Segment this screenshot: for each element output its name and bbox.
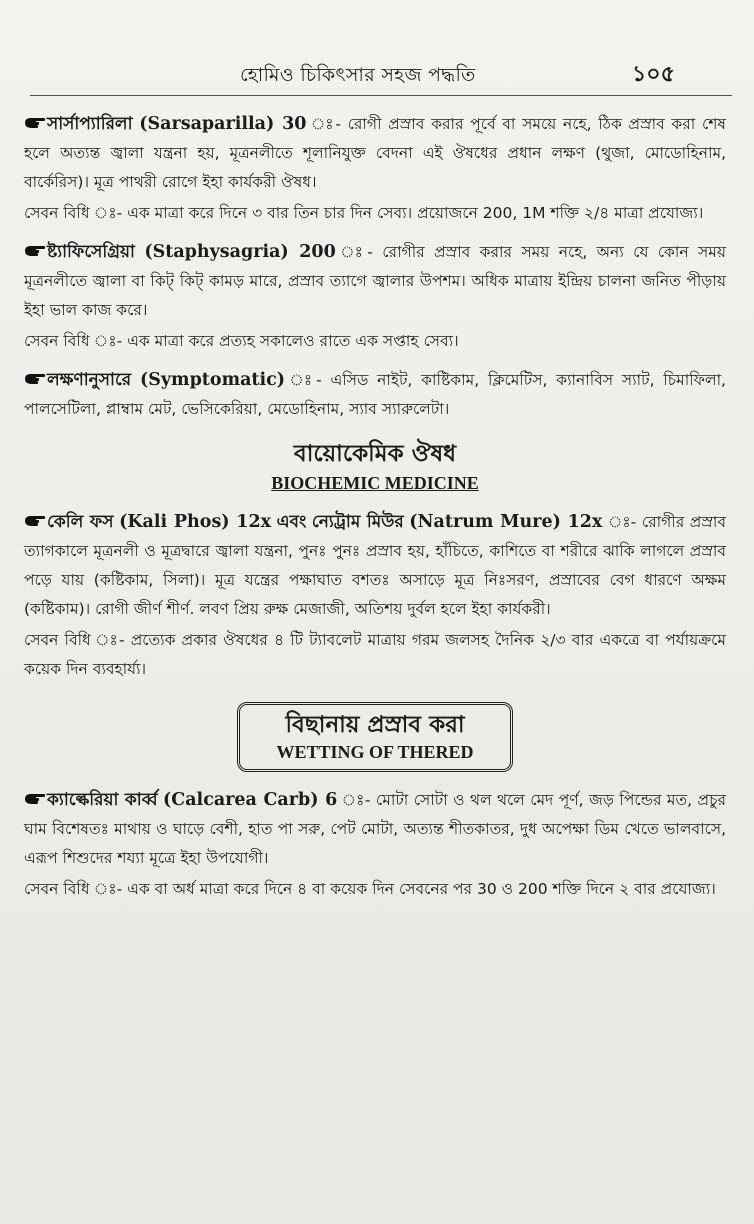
- pointing-hand-icon: [24, 371, 46, 387]
- pointing-hand-icon: [24, 513, 46, 529]
- section-title-en: BIOCHEMIC MEDICINE: [271, 473, 479, 493]
- remedy-name-bn: কেলি ফস: [47, 512, 114, 532]
- page-header: [0, 55, 754, 95]
- pointing-hand-icon: [24, 791, 46, 807]
- dosage-text: সেবন বিধি ঃ- এক বা অর্ধ মাত্রা করে দিনে ৪ বা কয়েক দিন সেবনের পর 30 ও 200 শক্তি দিনে ২ বার প্রযোজ্য।: [24, 880, 716, 898]
- pointing-hand-icon: [24, 115, 46, 131]
- section-title-en: WETTING OF THERED: [276, 742, 474, 762]
- remedy-description: [24, 238, 726, 325]
- remedy-name-bn: লক্ষণানুসারে: [47, 370, 132, 390]
- remedy-name-latin: (Staphysagria) 200: [144, 242, 336, 262]
- section-title-bn: বায়োকেমিক ঔষধ: [293, 441, 457, 467]
- page-body: [24, 110, 726, 914]
- remedy-name-latin: (Kali Phos) 12x: [119, 512, 272, 532]
- section-heading-bed-wetting: [237, 702, 513, 772]
- remedy-body-text: ঃ- মোটা সোটা ও থল থলে মেদ পূর্ণ, জড় পিন্ডের মত, প্রচুর ঘাম বিশেষতঃ মাথায় ও ঘাড়ে বেশী, হাত পা সরু, পেট মোটা, অত্যন্ত শীতকাতর, দুধ অপেক্ষা ডিম খেতে ভালবাসে, এরূপ শিশুদের শয্যা মূত্রে ইহা উপযোগী।: [24, 791, 726, 867]
- remedy-entry-staphysagria: [24, 238, 726, 356]
- remedy-description: [24, 508, 726, 624]
- remedy-name-bn: ক্যাল্কেরিয়া কার্ব্ব: [47, 790, 158, 810]
- remedy-entry-calcarea-carb: [24, 786, 726, 904]
- remedy-entry-kali-phos-natrum-mure: [24, 508, 726, 684]
- dosage-text: সেবন বিধি ঃ- প্রত্যেক প্রকার ঔষধের ৪ টি ট্যাবলেট মাত্রায় গরম জলসহ দৈনিক ২/৩ বার একত্রে বা পর্যায়ক্রমে কয়েক দিন ব্যবহার্য্য।: [24, 631, 726, 678]
- remedy-name-latin-2: (Natrum Mure) 12x: [409, 512, 603, 532]
- remedy-name-latin: (Symptomatic): [139, 370, 286, 390]
- remedy-name-latin: (Calcarea Carb) 6: [163, 790, 338, 810]
- remedy-entry-sarsaparilla: [24, 110, 726, 228]
- remedy-description: [24, 786, 726, 873]
- pointing-hand-icon: [24, 243, 46, 259]
- dosage-text: সেবন বিধি ঃ- এক মাত্রা করে প্রত্যহ সকালেও রাতে এক সপ্তাহ সেব্য।: [24, 332, 459, 350]
- remedy-entry-symptomatic: [24, 366, 726, 424]
- header-divider: [30, 95, 732, 96]
- remedy-description: [24, 110, 726, 197]
- remedy-name-bn-2: ন্যেট্রাম মিউর: [311, 512, 404, 532]
- remedy-body-text: ঃ- রোগীর প্রস্রাব ত্যাগকালে মূত্রনলী ও মূত্রদ্বারে জ্বালা যন্ত্রনা, পুনঃ পুনঃ প্রস্রাব হয়, হাঁচিতে, কাশিতে বা শরীরে ঝাকি লাগলে প্রস্রাব পড়ে যায় (কষ্টিকাম, সিলা)। মূত্র যন্ত্রের পক্ষাঘাত বশতঃ অসাড়ে মূত্র নিঃসরণ, প্রস্রাবের বেগ ধারণে অক্ষম (কষ্টিকাম)। রোগী জীর্ণ শীর্ণ. লবণ প্রিয় রুক্ষ মেজাজী, অতিশয় দুর্বল হলে ইহা কার্যকরী।: [24, 513, 726, 618]
- remedy-body-text: ঃ- রোগীর প্রস্রাব করার সময় নহে, অন্য যে কোন সময় মূত্রনলীতে জ্বালা বা কিট্ কিট্ কামড় মারে, প্রস্রাব ত্যাগে জ্বালার উপশম। অধিক মাত্রায় ইন্দ্রিয় চালনা জনিত পীড়ায় ইহা ভাল কাজ করে।: [24, 243, 726, 319]
- remedy-name-bn: সার্সাপ্যারিলা: [47, 114, 133, 134]
- remedy-body-text: ঃ- রোগী প্রস্রাব করার পূর্বে বা সময়ে নহে, ঠিক প্রস্রাব করা শেষ হলে অত্যন্ত জ্বালা যন্ত্রনা হয়, মূত্রনলীতে শূলানিযুক্ত বেদনা এই ঔষধের প্রধান লক্ষণ (থুজা, মোডোহিনাম, বার্কেরিস)। মূত্র পাথরী রোগে ইহা কার্যকরী ঔষধ।: [24, 115, 726, 191]
- section-title-bn: বিছানায় প্রস্রাব করা: [285, 712, 465, 738]
- remedy-name-latin: (Sarsaparilla) 30: [139, 114, 307, 134]
- remedy-name-bn: ষ্ট্যাফিসেগ্রিয়া: [47, 242, 135, 262]
- dosage-text: সেবন বিধি ঃ- এক মাত্রা করে দিনে ৩ বার তিন চার দিন সেব্য। প্রয়োজনে 200, 1M শক্তি ২/৪ মাত্রা প্রযোজ্য।: [24, 204, 704, 222]
- page-number: ১০৫: [632, 62, 675, 87]
- remedy-joiner: এবং: [276, 512, 307, 532]
- remedy-description: [24, 366, 726, 424]
- running-title: হোমিও চিকিৎসার সহজ পদ্ধতি: [240, 64, 476, 86]
- remedy-body-text: ঃ- এসিড নাইট, কাষ্টিকাম, ক্লিমেটিস, ক্যানাবিস স্যাট, চিমাফিলা, পালসেটিলা, প্লাম্বাম মেট, ভেসিকেরিয়া, মেডোহিনাম, স্যাব স্যারুলেটা।: [24, 371, 726, 418]
- section-heading-biochemic: [24, 438, 726, 496]
